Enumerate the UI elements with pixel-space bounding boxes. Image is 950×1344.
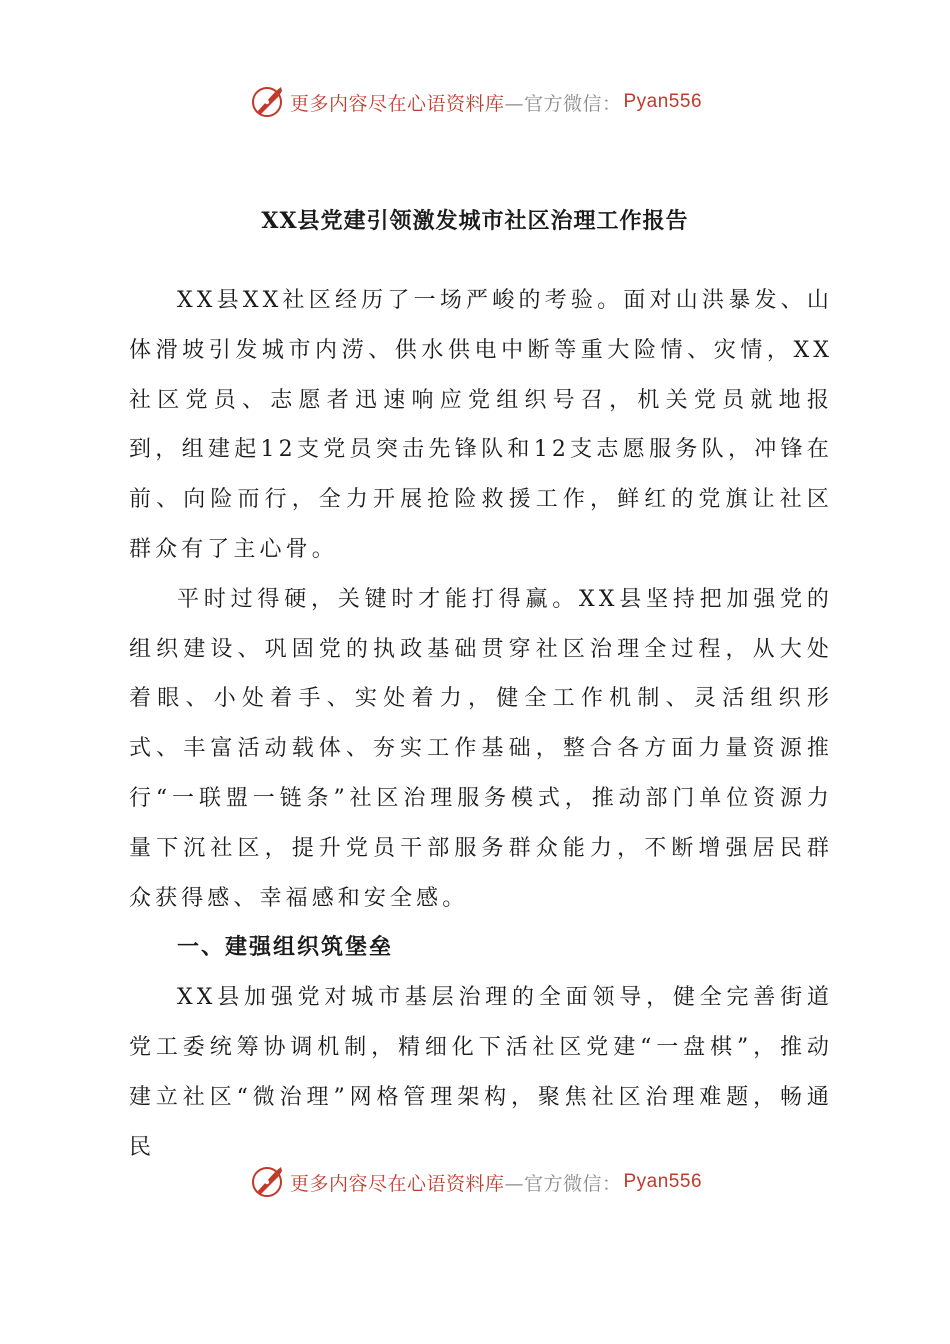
header-watermark-banner — [0, 80, 950, 124]
document-body — [129, 276, 833, 1172]
banner-site-name: 更多内容尽在心语资料库 — [289, 92, 505, 115]
footer-watermark-banner — [0, 1160, 950, 1204]
banner-wechat-label: —官方微信： — [504, 92, 622, 115]
banner-wechat-id: Pyan556 — [623, 1171, 703, 1192]
banner-site-name: 更多内容尽在心语资料库 — [289, 1172, 505, 1195]
banner-wechat-label: —官方微信： — [504, 1172, 622, 1195]
body-paragraph-2: 平时过得硬，关键时才能打得赢。XX县坚持把加强党的组织建设、巩固党的执政基础贯穿社区治理全过程，从大处着眼、小处着手、实处着力，健全工作机制、灵活组织形式、丰富活动载体、夯实工作基础，整合各方面力量资源推行“一联盟一链条”社区治理服务模式，推动部门单位资源力量下沉社区，提升党员干部服务群众能力，不断增强居民群众获得感、幸福感和安全感。 — [129, 586, 833, 911]
banner-wechat-id: Pyan556 — [623, 91, 703, 112]
body-paragraph-1: XX县XX社区经历了一场严峻的考验。面对山洪暴发、山体滑坡引发城市内涝、供水供电中断等重大险情、灾情，XX社区党员、志愿者迅速响应党组织号召，机关党员就地报到，组建起12支党员突击先锋队和12支志愿服务队，冲锋在前、向险而行，全力开展抢险救援工作，鲜红的党旗让社区群众有了主心骨。 — [129, 288, 833, 562]
section-heading: 一、建强组织筑堡垒 — [177, 934, 394, 961]
quill-pen-logo-icon — [248, 83, 286, 121]
section-paragraph: XX县加强党对城市基层治理的全面领导，健全完善街道党工委统筹协调机制，精细化下活社区党建“一盘棋”，推动建立社区“微治理”网格管理架构，聚焦社区治理难题，畅通民 — [129, 985, 833, 1160]
document-title: XX县党建引领激发城市社区治理工作报告 — [261, 208, 689, 234]
quill-pen-logo-icon — [248, 1163, 286, 1201]
